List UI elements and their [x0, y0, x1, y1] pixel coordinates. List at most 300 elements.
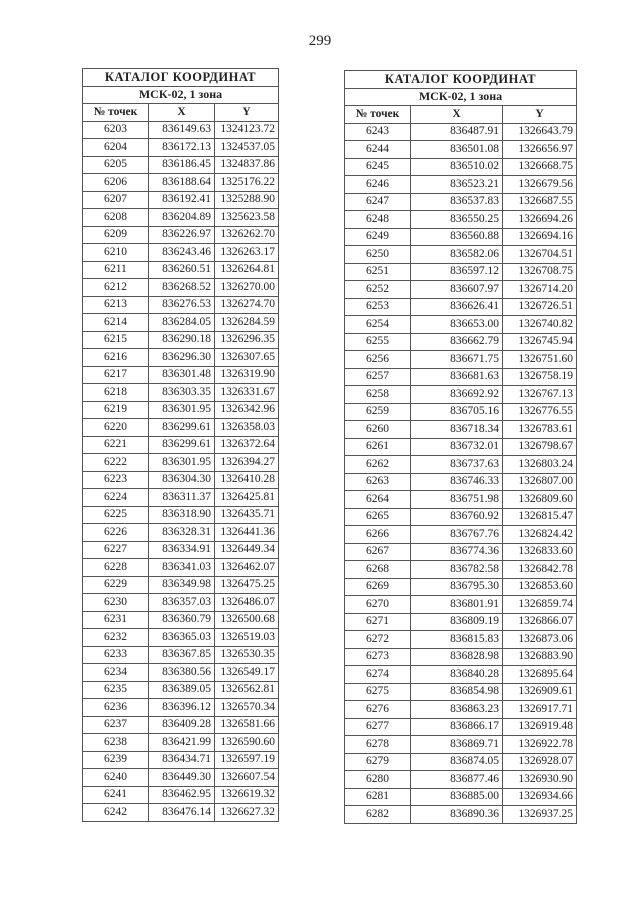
y-coordinate-cell: 1326570.34	[215, 699, 279, 717]
y-coordinate-cell: 1326263.17	[215, 244, 279, 262]
y-coordinate-cell: 1326807.00	[503, 473, 577, 491]
point-number-cell: 6227	[83, 541, 149, 559]
x-coordinate-cell: 836828.98	[411, 648, 503, 666]
x-coordinate-cell: 836226.97	[149, 226, 215, 244]
x-coordinate-cell: 836537.83	[411, 193, 503, 211]
column-header-point-number: № точек	[345, 106, 411, 124]
x-coordinate-cell: 836874.05	[411, 753, 503, 771]
table-row	[83, 209, 279, 227]
table-row	[83, 419, 279, 437]
column-header-x: X	[149, 104, 215, 122]
point-number-cell: 6235	[83, 681, 149, 699]
point-number-cell: 6248	[345, 211, 411, 229]
x-coordinate-cell: 836815.83	[411, 631, 503, 649]
y-coordinate-cell: 1326581.66	[215, 716, 279, 734]
y-coordinate-cell: 1326549.17	[215, 664, 279, 682]
point-number-cell: 6206	[83, 174, 149, 192]
point-number-cell: 6228	[83, 559, 149, 577]
x-coordinate-cell: 836409.28	[149, 716, 215, 734]
point-number-cell: 6262	[345, 456, 411, 474]
point-number-cell: 6259	[345, 403, 411, 421]
y-coordinate-cell: 1325288.90	[215, 191, 279, 209]
point-number-cell: 6240	[83, 769, 149, 787]
x-coordinate-cell: 836268.52	[149, 279, 215, 297]
table-row	[83, 576, 279, 594]
x-coordinate-cell: 836869.71	[411, 736, 503, 754]
y-coordinate-cell: 1324537.05	[215, 139, 279, 157]
table-row	[345, 123, 577, 141]
point-number-cell: 6220	[83, 419, 149, 437]
y-coordinate-cell: 1326264.81	[215, 261, 279, 279]
x-coordinate-cell: 836304.30	[149, 471, 215, 489]
point-number-cell: 6268	[345, 561, 411, 579]
table-row	[83, 699, 279, 717]
point-number-cell: 6215	[83, 331, 149, 349]
y-coordinate-cell: 1326486.07	[215, 594, 279, 612]
point-number-cell: 6274	[345, 666, 411, 684]
table-row	[345, 421, 577, 439]
x-coordinate-cell: 836760.92	[411, 508, 503, 526]
table-row	[83, 594, 279, 612]
y-coordinate-cell: 1326740.82	[503, 316, 577, 334]
x-coordinate-cell: 836732.01	[411, 438, 503, 456]
x-coordinate-cell: 836626.41	[411, 298, 503, 316]
point-number-cell: 6263	[345, 473, 411, 491]
x-coordinate-cell: 836718.34	[411, 421, 503, 439]
y-coordinate-cell: 1326319.90	[215, 366, 279, 384]
y-coordinate-cell: 1326342.96	[215, 401, 279, 419]
y-coordinate-cell: 1326449.34	[215, 541, 279, 559]
point-number-cell: 6217	[83, 366, 149, 384]
y-coordinate-cell: 1326895.64	[503, 666, 577, 684]
y-coordinate-cell: 1326284.59	[215, 314, 279, 332]
table-row	[83, 611, 279, 629]
y-coordinate-cell: 1326930.90	[503, 771, 577, 789]
y-coordinate-cell: 1326751.60	[503, 351, 577, 369]
x-coordinate-cell: 836367.85	[149, 646, 215, 664]
column-header-y: Y	[503, 106, 577, 124]
y-coordinate-cell: 1326694.16	[503, 228, 577, 246]
point-number-cell: 6208	[83, 209, 149, 227]
x-coordinate-cell: 836299.61	[149, 419, 215, 437]
point-number-cell: 6256	[345, 351, 411, 369]
table-row	[83, 314, 279, 332]
table-row	[83, 331, 279, 349]
x-coordinate-cell: 836510.02	[411, 158, 503, 176]
table-row	[83, 366, 279, 384]
x-coordinate-cell: 836188.64	[149, 174, 215, 192]
page-number: 299	[308, 33, 332, 49]
point-number-cell: 6246	[345, 176, 411, 194]
y-coordinate-cell: 1326519.03	[215, 629, 279, 647]
table-row	[83, 384, 279, 402]
y-coordinate-cell: 1326619.32	[215, 786, 279, 804]
point-number-cell: 6276	[345, 701, 411, 719]
y-coordinate-cell: 1326704.51	[503, 246, 577, 264]
table-row	[345, 246, 577, 264]
x-coordinate-cell: 836284.05	[149, 314, 215, 332]
x-coordinate-cell: 836795.30	[411, 578, 503, 596]
y-coordinate-cell: 1326917.71	[503, 701, 577, 719]
y-coordinate-cell: 1326307.65	[215, 349, 279, 367]
table-row	[345, 683, 577, 701]
x-coordinate-cell: 836311.37	[149, 489, 215, 507]
point-number-cell: 6214	[83, 314, 149, 332]
y-coordinate-cell: 1326714.20	[503, 281, 577, 299]
point-number-cell: 6225	[83, 506, 149, 524]
y-coordinate-cell: 1326776.55	[503, 403, 577, 421]
x-coordinate-cell: 836671.75	[411, 351, 503, 369]
x-coordinate-cell: 836801.91	[411, 596, 503, 614]
point-number-cell: 6207	[83, 191, 149, 209]
catalog-title: КАТАЛОГ КООРДИНАТ	[83, 69, 279, 87]
point-number-cell: 6213	[83, 296, 149, 314]
y-coordinate-cell: 1326643.79	[503, 123, 577, 141]
table-row	[345, 578, 577, 596]
x-coordinate-cell: 836204.89	[149, 209, 215, 227]
table-row	[83, 279, 279, 297]
x-coordinate-cell: 836318.90	[149, 506, 215, 524]
table-row	[345, 386, 577, 404]
y-coordinate-cell: 1326783.61	[503, 421, 577, 439]
y-coordinate-cell: 1326726.51	[503, 298, 577, 316]
x-coordinate-cell: 836890.36	[411, 806, 503, 824]
x-coordinate-cell: 836662.79	[411, 333, 503, 351]
table-row	[83, 506, 279, 524]
point-number-cell: 6270	[345, 596, 411, 614]
point-number-cell: 6232	[83, 629, 149, 647]
table-row	[83, 716, 279, 734]
table-row	[83, 524, 279, 542]
x-coordinate-cell: 836681.63	[411, 368, 503, 386]
x-coordinate-cell: 836243.46	[149, 244, 215, 262]
x-coordinate-cell: 836737.63	[411, 456, 503, 474]
y-coordinate-cell: 1326853.60	[503, 578, 577, 596]
y-coordinate-cell: 1326435.71	[215, 506, 279, 524]
point-number-cell: 6279	[345, 753, 411, 771]
x-coordinate-cell: 836334.91	[149, 541, 215, 559]
x-coordinate-cell: 836276.53	[149, 296, 215, 314]
point-number-cell: 6265	[345, 508, 411, 526]
table-row	[83, 786, 279, 804]
x-coordinate-cell: 836462.95	[149, 786, 215, 804]
table-row	[345, 736, 577, 754]
y-coordinate-cell: 1326883.90	[503, 648, 577, 666]
x-coordinate-cell: 836357.03	[149, 594, 215, 612]
table-row	[345, 648, 577, 666]
point-number-cell: 6258	[345, 386, 411, 404]
point-number-cell: 6205	[83, 156, 149, 174]
table-row	[83, 296, 279, 314]
y-coordinate-cell: 1326708.75	[503, 263, 577, 281]
point-number-cell: 6249	[345, 228, 411, 246]
y-coordinate-cell: 1326687.55	[503, 193, 577, 211]
point-number-cell: 6211	[83, 261, 149, 279]
point-number-cell: 6247	[345, 193, 411, 211]
table-row	[83, 489, 279, 507]
x-coordinate-cell: 836434.71	[149, 751, 215, 769]
x-coordinate-cell: 836866.17	[411, 718, 503, 736]
table-row	[345, 176, 577, 194]
point-number-cell: 6210	[83, 244, 149, 262]
x-coordinate-cell: 836782.58	[411, 561, 503, 579]
point-number-cell: 6226	[83, 524, 149, 542]
y-coordinate-cell: 1324837.86	[215, 156, 279, 174]
y-coordinate-cell: 1326798.67	[503, 438, 577, 456]
y-coordinate-cell: 1326919.48	[503, 718, 577, 736]
point-number-cell: 6229	[83, 576, 149, 594]
table-row	[83, 349, 279, 367]
table-row	[345, 666, 577, 684]
table-row	[83, 804, 279, 822]
point-number-cell: 6280	[345, 771, 411, 789]
point-number-cell: 6209	[83, 226, 149, 244]
point-number-cell: 6266	[345, 526, 411, 544]
point-number-cell: 6267	[345, 543, 411, 561]
x-coordinate-cell: 836303.35	[149, 384, 215, 402]
table-row	[345, 228, 577, 246]
point-number-cell: 6236	[83, 699, 149, 717]
point-number-cell: 6271	[345, 613, 411, 631]
x-coordinate-cell: 836863.23	[411, 701, 503, 719]
point-number-cell: 6269	[345, 578, 411, 596]
y-coordinate-cell: 1325623.58	[215, 209, 279, 227]
x-coordinate-cell: 836607.97	[411, 281, 503, 299]
y-coordinate-cell: 1326922.78	[503, 736, 577, 754]
y-coordinate-cell: 1326815.47	[503, 508, 577, 526]
column-header-point-number: № точек	[83, 104, 149, 122]
table-row	[345, 543, 577, 561]
point-number-cell: 6242	[83, 804, 149, 822]
point-number-cell: 6212	[83, 279, 149, 297]
y-coordinate-cell: 1326758.19	[503, 368, 577, 386]
point-number-cell: 6233	[83, 646, 149, 664]
x-coordinate-cell: 836840.28	[411, 666, 503, 684]
x-coordinate-cell: 836192.41	[149, 191, 215, 209]
y-coordinate-cell: 1326656.97	[503, 141, 577, 159]
point-number-cell: 6260	[345, 421, 411, 439]
table-row	[345, 211, 577, 229]
x-coordinate-cell: 836301.95	[149, 454, 215, 472]
y-coordinate-cell: 1326627.32	[215, 804, 279, 822]
x-coordinate-cell: 836809.19	[411, 613, 503, 631]
table-row	[83, 769, 279, 787]
y-coordinate-cell: 1326745.94	[503, 333, 577, 351]
point-number-cell: 6272	[345, 631, 411, 649]
y-coordinate-cell: 1326803.24	[503, 456, 577, 474]
x-coordinate-cell: 836186.45	[149, 156, 215, 174]
table-row	[83, 121, 279, 139]
point-number-cell: 6204	[83, 139, 149, 157]
table-row	[345, 491, 577, 509]
y-coordinate-cell: 1326274.70	[215, 296, 279, 314]
table-row	[83, 681, 279, 699]
point-number-cell: 6278	[345, 736, 411, 754]
y-coordinate-cell: 1326824.42	[503, 526, 577, 544]
point-number-cell: 6251	[345, 263, 411, 281]
y-coordinate-cell: 1326410.28	[215, 471, 279, 489]
y-coordinate-cell: 1326607.54	[215, 769, 279, 787]
table-row	[345, 193, 577, 211]
y-coordinate-cell: 1326270.00	[215, 279, 279, 297]
x-coordinate-cell: 836421.99	[149, 734, 215, 752]
table-row	[345, 526, 577, 544]
point-number-cell: 6253	[345, 298, 411, 316]
table-row	[345, 298, 577, 316]
x-coordinate-cell: 836582.06	[411, 246, 503, 264]
x-coordinate-cell: 836301.48	[149, 366, 215, 384]
table-row	[83, 226, 279, 244]
x-coordinate-cell: 836501.08	[411, 141, 503, 159]
point-number-cell: 6275	[345, 683, 411, 701]
table-row	[345, 508, 577, 526]
y-coordinate-cell: 1326331.67	[215, 384, 279, 402]
table-row	[345, 141, 577, 159]
table-row	[345, 351, 577, 369]
y-coordinate-cell: 1326873.06	[503, 631, 577, 649]
y-coordinate-cell: 1326909.61	[503, 683, 577, 701]
coordinate-catalog-table-left	[82, 68, 279, 822]
point-number-cell: 6254	[345, 316, 411, 334]
table-row	[83, 664, 279, 682]
table-row	[345, 263, 577, 281]
table-row	[345, 473, 577, 491]
x-coordinate-cell: 836560.88	[411, 228, 503, 246]
y-coordinate-cell: 1326372.64	[215, 436, 279, 454]
point-number-cell: 6216	[83, 349, 149, 367]
y-coordinate-cell: 1326859.74	[503, 596, 577, 614]
coordinate-zone: МСК-02, 1 зона	[345, 88, 577, 106]
x-coordinate-cell: 836349.98	[149, 576, 215, 594]
table-row	[83, 174, 279, 192]
point-number-cell: 6221	[83, 436, 149, 454]
x-coordinate-cell: 836653.00	[411, 316, 503, 334]
table-row	[83, 734, 279, 752]
table-row	[83, 139, 279, 157]
table-row	[345, 806, 577, 824]
y-coordinate-cell: 1326358.03	[215, 419, 279, 437]
table-row	[345, 771, 577, 789]
point-number-cell: 6257	[345, 368, 411, 386]
y-coordinate-cell: 1326475.25	[215, 576, 279, 594]
x-coordinate-cell: 836328.31	[149, 524, 215, 542]
y-coordinate-cell: 1326441.36	[215, 524, 279, 542]
table-row	[345, 456, 577, 474]
point-number-cell: 6250	[345, 246, 411, 264]
y-coordinate-cell: 1326833.60	[503, 543, 577, 561]
y-coordinate-cell: 1324123.72	[215, 121, 279, 139]
table-row	[345, 281, 577, 299]
column-header-y: Y	[215, 104, 279, 122]
x-coordinate-cell: 836389.05	[149, 681, 215, 699]
table-row	[83, 244, 279, 262]
y-coordinate-cell: 1326694.26	[503, 211, 577, 229]
y-coordinate-cell: 1326767.13	[503, 386, 577, 404]
table-row	[83, 541, 279, 559]
table-row	[345, 316, 577, 334]
x-coordinate-cell: 836365.03	[149, 629, 215, 647]
point-number-cell: 6237	[83, 716, 149, 734]
point-number-cell: 6277	[345, 718, 411, 736]
point-number-cell: 6282	[345, 806, 411, 824]
x-coordinate-cell: 836396.12	[149, 699, 215, 717]
x-coordinate-cell: 836290.18	[149, 331, 215, 349]
x-coordinate-cell: 836877.46	[411, 771, 503, 789]
table-row	[83, 401, 279, 419]
point-number-cell: 6273	[345, 648, 411, 666]
table-row	[345, 788, 577, 806]
table-row	[345, 718, 577, 736]
y-coordinate-cell: 1326562.81	[215, 681, 279, 699]
coordinate-catalog-table-right	[344, 70, 577, 824]
table-row	[345, 438, 577, 456]
y-coordinate-cell: 1326842.78	[503, 561, 577, 579]
y-coordinate-cell: 1326590.60	[215, 734, 279, 752]
x-coordinate-cell: 836449.30	[149, 769, 215, 787]
x-coordinate-cell: 836692.92	[411, 386, 503, 404]
y-coordinate-cell: 1326597.19	[215, 751, 279, 769]
table-row	[83, 646, 279, 664]
table-row	[83, 471, 279, 489]
y-coordinate-cell: 1325176.22	[215, 174, 279, 192]
y-coordinate-cell: 1326296.35	[215, 331, 279, 349]
x-coordinate-cell: 836296.30	[149, 349, 215, 367]
point-number-cell: 6219	[83, 401, 149, 419]
point-number-cell: 6239	[83, 751, 149, 769]
x-coordinate-cell: 836885.00	[411, 788, 503, 806]
table-row	[83, 751, 279, 769]
x-coordinate-cell: 836751.98	[411, 491, 503, 509]
x-coordinate-cell: 836487.91	[411, 123, 503, 141]
y-coordinate-cell: 1326500.68	[215, 611, 279, 629]
x-coordinate-cell: 836149.63	[149, 121, 215, 139]
x-coordinate-cell: 836854.98	[411, 683, 503, 701]
table-row	[345, 753, 577, 771]
table-row	[83, 454, 279, 472]
x-coordinate-cell: 836360.79	[149, 611, 215, 629]
y-coordinate-cell: 1326866.07	[503, 613, 577, 631]
x-coordinate-cell: 836299.61	[149, 436, 215, 454]
table-row	[345, 561, 577, 579]
x-coordinate-cell: 836550.25	[411, 211, 503, 229]
point-number-cell: 6264	[345, 491, 411, 509]
catalog-title: КАТАЛОГ КООРДИНАТ	[345, 71, 577, 89]
table-row	[345, 701, 577, 719]
table-row	[83, 191, 279, 209]
y-coordinate-cell: 1326934.66	[503, 788, 577, 806]
y-coordinate-cell: 1326530.35	[215, 646, 279, 664]
point-number-cell: 6238	[83, 734, 149, 752]
table-row	[83, 156, 279, 174]
table-row	[345, 613, 577, 631]
point-number-cell: 6203	[83, 121, 149, 139]
x-coordinate-cell: 836597.12	[411, 263, 503, 281]
y-coordinate-cell: 1326937.25	[503, 806, 577, 824]
table-row	[345, 158, 577, 176]
point-number-cell: 6243	[345, 123, 411, 141]
table-row	[345, 596, 577, 614]
y-coordinate-cell: 1326679.56	[503, 176, 577, 194]
table-row	[83, 261, 279, 279]
x-coordinate-cell: 836172.13	[149, 139, 215, 157]
point-number-cell: 6223	[83, 471, 149, 489]
table-row	[83, 629, 279, 647]
table-row	[345, 368, 577, 386]
coordinate-zone: МСК-02, 1 зона	[83, 86, 279, 104]
point-number-cell: 6261	[345, 438, 411, 456]
y-coordinate-cell: 1326462.07	[215, 559, 279, 577]
x-coordinate-cell: 836380.56	[149, 664, 215, 682]
